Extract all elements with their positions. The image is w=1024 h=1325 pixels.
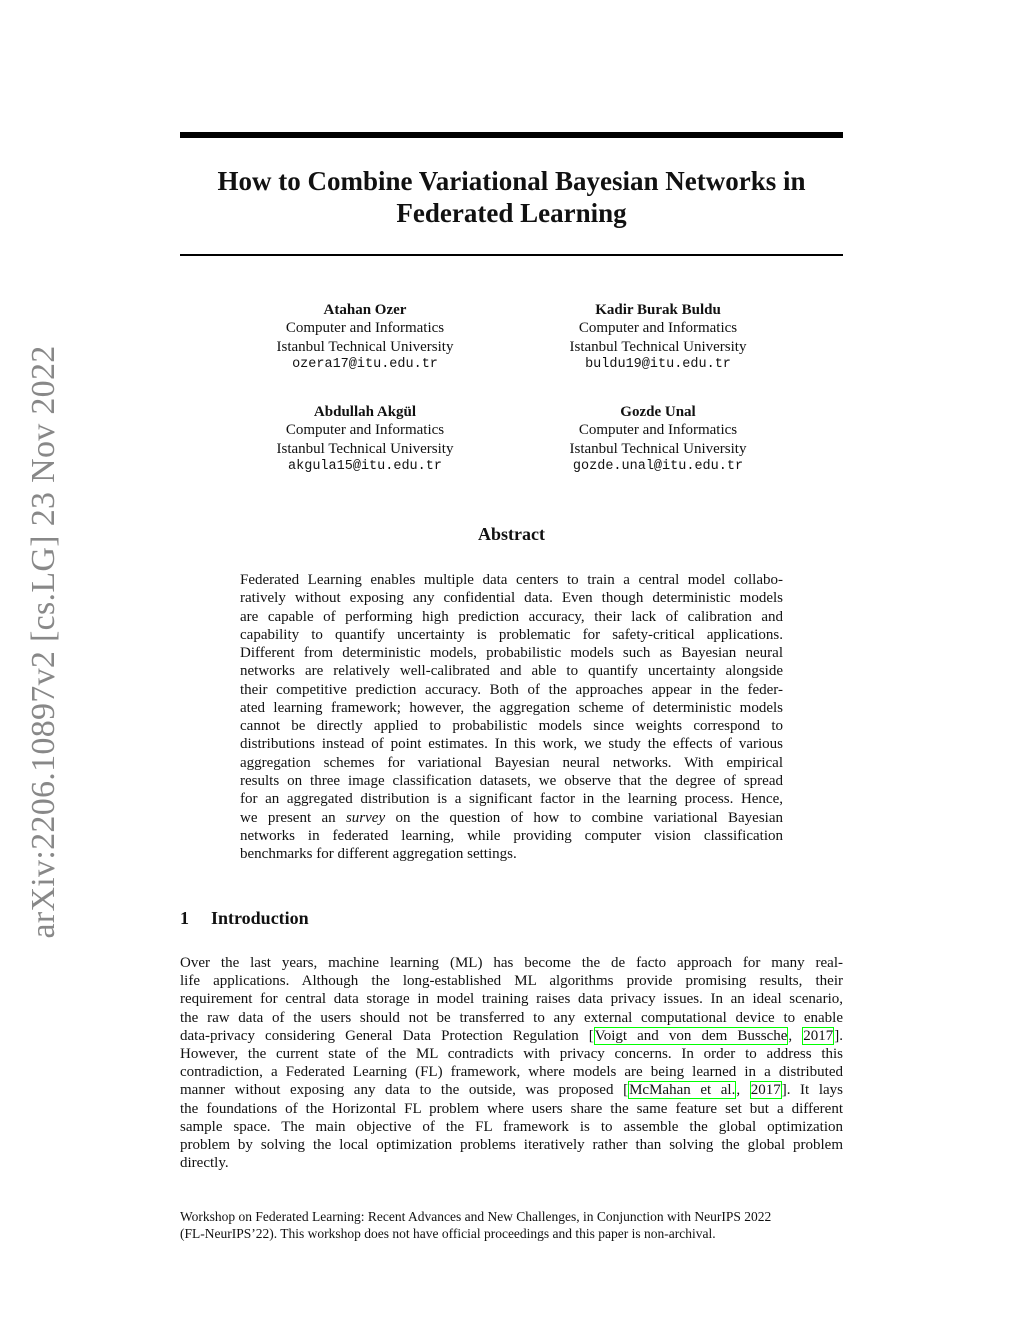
text-line: data-privacy considering General Data Protection Regulation [Voigt and von dem Bussche, 2017]. xyxy=(180,1027,844,1044)
section-number: 1 xyxy=(180,908,189,928)
author-university: Istanbul Technical University xyxy=(276,440,454,457)
author-university: Istanbul Technical University xyxy=(569,338,747,355)
text-line: cannot be directly applied to probabilistic models since weights correspond to xyxy=(240,718,783,735)
text-line: networks in federated learning, while providing computer vision classification xyxy=(240,827,783,844)
author-dept: Computer and Informatics xyxy=(285,320,445,337)
text-line: manner without exposing any data to the outside, was proposed [McMahan et al., 2017]. It lays xyxy=(180,1082,843,1099)
author-name: Atahan Ozer xyxy=(323,302,407,318)
text-line: sample space. The main objective of the FL framework is to assemble the global optimization xyxy=(180,1118,843,1135)
text-line: the raw data of the users should not be transferred to any external computational device to enable xyxy=(180,1009,843,1026)
author-email[interactable]: akgula15@itu.edu.tr xyxy=(288,458,442,474)
text-line: their competitive prediction accuracy. Both of the approaches appear in the feder- xyxy=(240,681,783,698)
text-line: benchmarks for different aggregation settings. xyxy=(240,846,517,863)
text-line: Over the last years, machine learning (ML) has become the de facto approach for many real- xyxy=(180,955,843,971)
paper-title xyxy=(180,165,843,229)
footnote xyxy=(180,1208,843,1242)
citation-year-link[interactable]: 2017 xyxy=(750,1082,781,1099)
citation-year-link[interactable]: 2017 xyxy=(803,1027,834,1044)
text-line: are capable of performing high prediction accuracy, their lack of calibration and xyxy=(240,608,783,625)
title-top-rule xyxy=(180,132,843,138)
arxiv-identifier: arXiv:2206.10897v2 [cs.LG] 23 Nov 2022 xyxy=(25,345,62,939)
footnote-line: Workshop on Federated Learning: Recent Advances and New Challenges, in Conjunction with NeurIPS 2022 xyxy=(180,1209,772,1224)
title-line: Federated Learning xyxy=(396,198,627,228)
text-line: results on three image classification datasets, we observe that the degree of spread xyxy=(240,772,783,789)
text-line: requirement for central data storage in model training raises data privacy issues. In an ideal scenario, xyxy=(180,991,843,1008)
author-university: Istanbul Technical University xyxy=(276,338,454,355)
title-bottom-rule xyxy=(180,254,843,256)
author-block xyxy=(215,403,515,476)
author-block xyxy=(215,301,515,374)
author-dept: Computer and Informatics xyxy=(578,320,738,337)
author-dept: Computer and Informatics xyxy=(285,422,445,439)
author-name: Gozde Unal xyxy=(620,404,696,420)
author-name: Abdullah Akgül xyxy=(313,404,417,420)
emphasis: survey xyxy=(345,809,386,826)
text-line: for an aggregated distribution is a significant factor in the learning process. Hence, xyxy=(240,791,783,808)
text-line: aggregation schemes for variational Bayesian neural networks. With empirical xyxy=(240,754,783,771)
author-block xyxy=(508,403,808,476)
author-email[interactable]: gozde.unal@itu.edu.tr xyxy=(572,458,744,474)
text-line: contradiction, a Federated Learning (FL) framework, where models are being learned in a distributed xyxy=(180,1064,843,1081)
text-line: problem by solving the local optimization problems iteratively rather than solving the global problem xyxy=(180,1137,843,1153)
text-line: distributions instead of point estimates. In this work, we study the effects of various xyxy=(240,736,783,753)
footnote-line: (FL-NeurIPS’22). This workshop does not have official proceedings and this paper is non-archival. xyxy=(180,1226,716,1241)
author-university: Istanbul Technical University xyxy=(569,440,747,457)
text-line: capability to quantify uncertainty is problematic for safety-critical applications. xyxy=(240,626,783,643)
text-line: the foundations of the Horizontal FL problem where users share the same feature set but a different xyxy=(180,1100,843,1117)
text-line: Different from deterministic models, probabilistic models such as Bayesian neural xyxy=(240,645,783,662)
text-line: ated learning framework; however, the aggregation scheme of deterministic models xyxy=(240,699,783,716)
text-line: ratively without exposing any confidential data. Even though deterministic models xyxy=(240,590,783,607)
abstract-heading: Abstract xyxy=(478,524,545,544)
author-block xyxy=(508,301,808,374)
text-line: networks are relatively well-calibrated and able to quantify uncertainty alongside xyxy=(240,663,783,680)
text-line: However, the current state of the ML contradicts with privacy concerns. In order to address this xyxy=(180,1046,843,1062)
author-email[interactable]: ozera17@itu.edu.tr xyxy=(292,356,438,372)
title-line: How to Combine Variational Bayesian Networks in xyxy=(217,166,806,196)
author-email[interactable]: buldu19@itu.edu.tr xyxy=(585,356,731,372)
text-line: directly. xyxy=(180,1155,229,1172)
citation-link[interactable]: Voigt and von dem Bussche xyxy=(594,1027,788,1044)
text-line: Federated Learning enables multiple data centers to train a central model collabo- xyxy=(240,572,783,588)
section-heading xyxy=(180,908,309,929)
section-title: Introduction xyxy=(211,908,309,928)
text-line: we present an survey on the question of how to combine variational Bayesian xyxy=(240,809,783,826)
author-name: Kadir Burak Buldu xyxy=(595,302,721,318)
text-line: life applications. Although the long-established ML algorithms provide promising results, their xyxy=(180,973,843,990)
author-dept: Computer and Informatics xyxy=(578,422,738,439)
citation-link[interactable]: McMahan et al. xyxy=(629,1082,736,1099)
